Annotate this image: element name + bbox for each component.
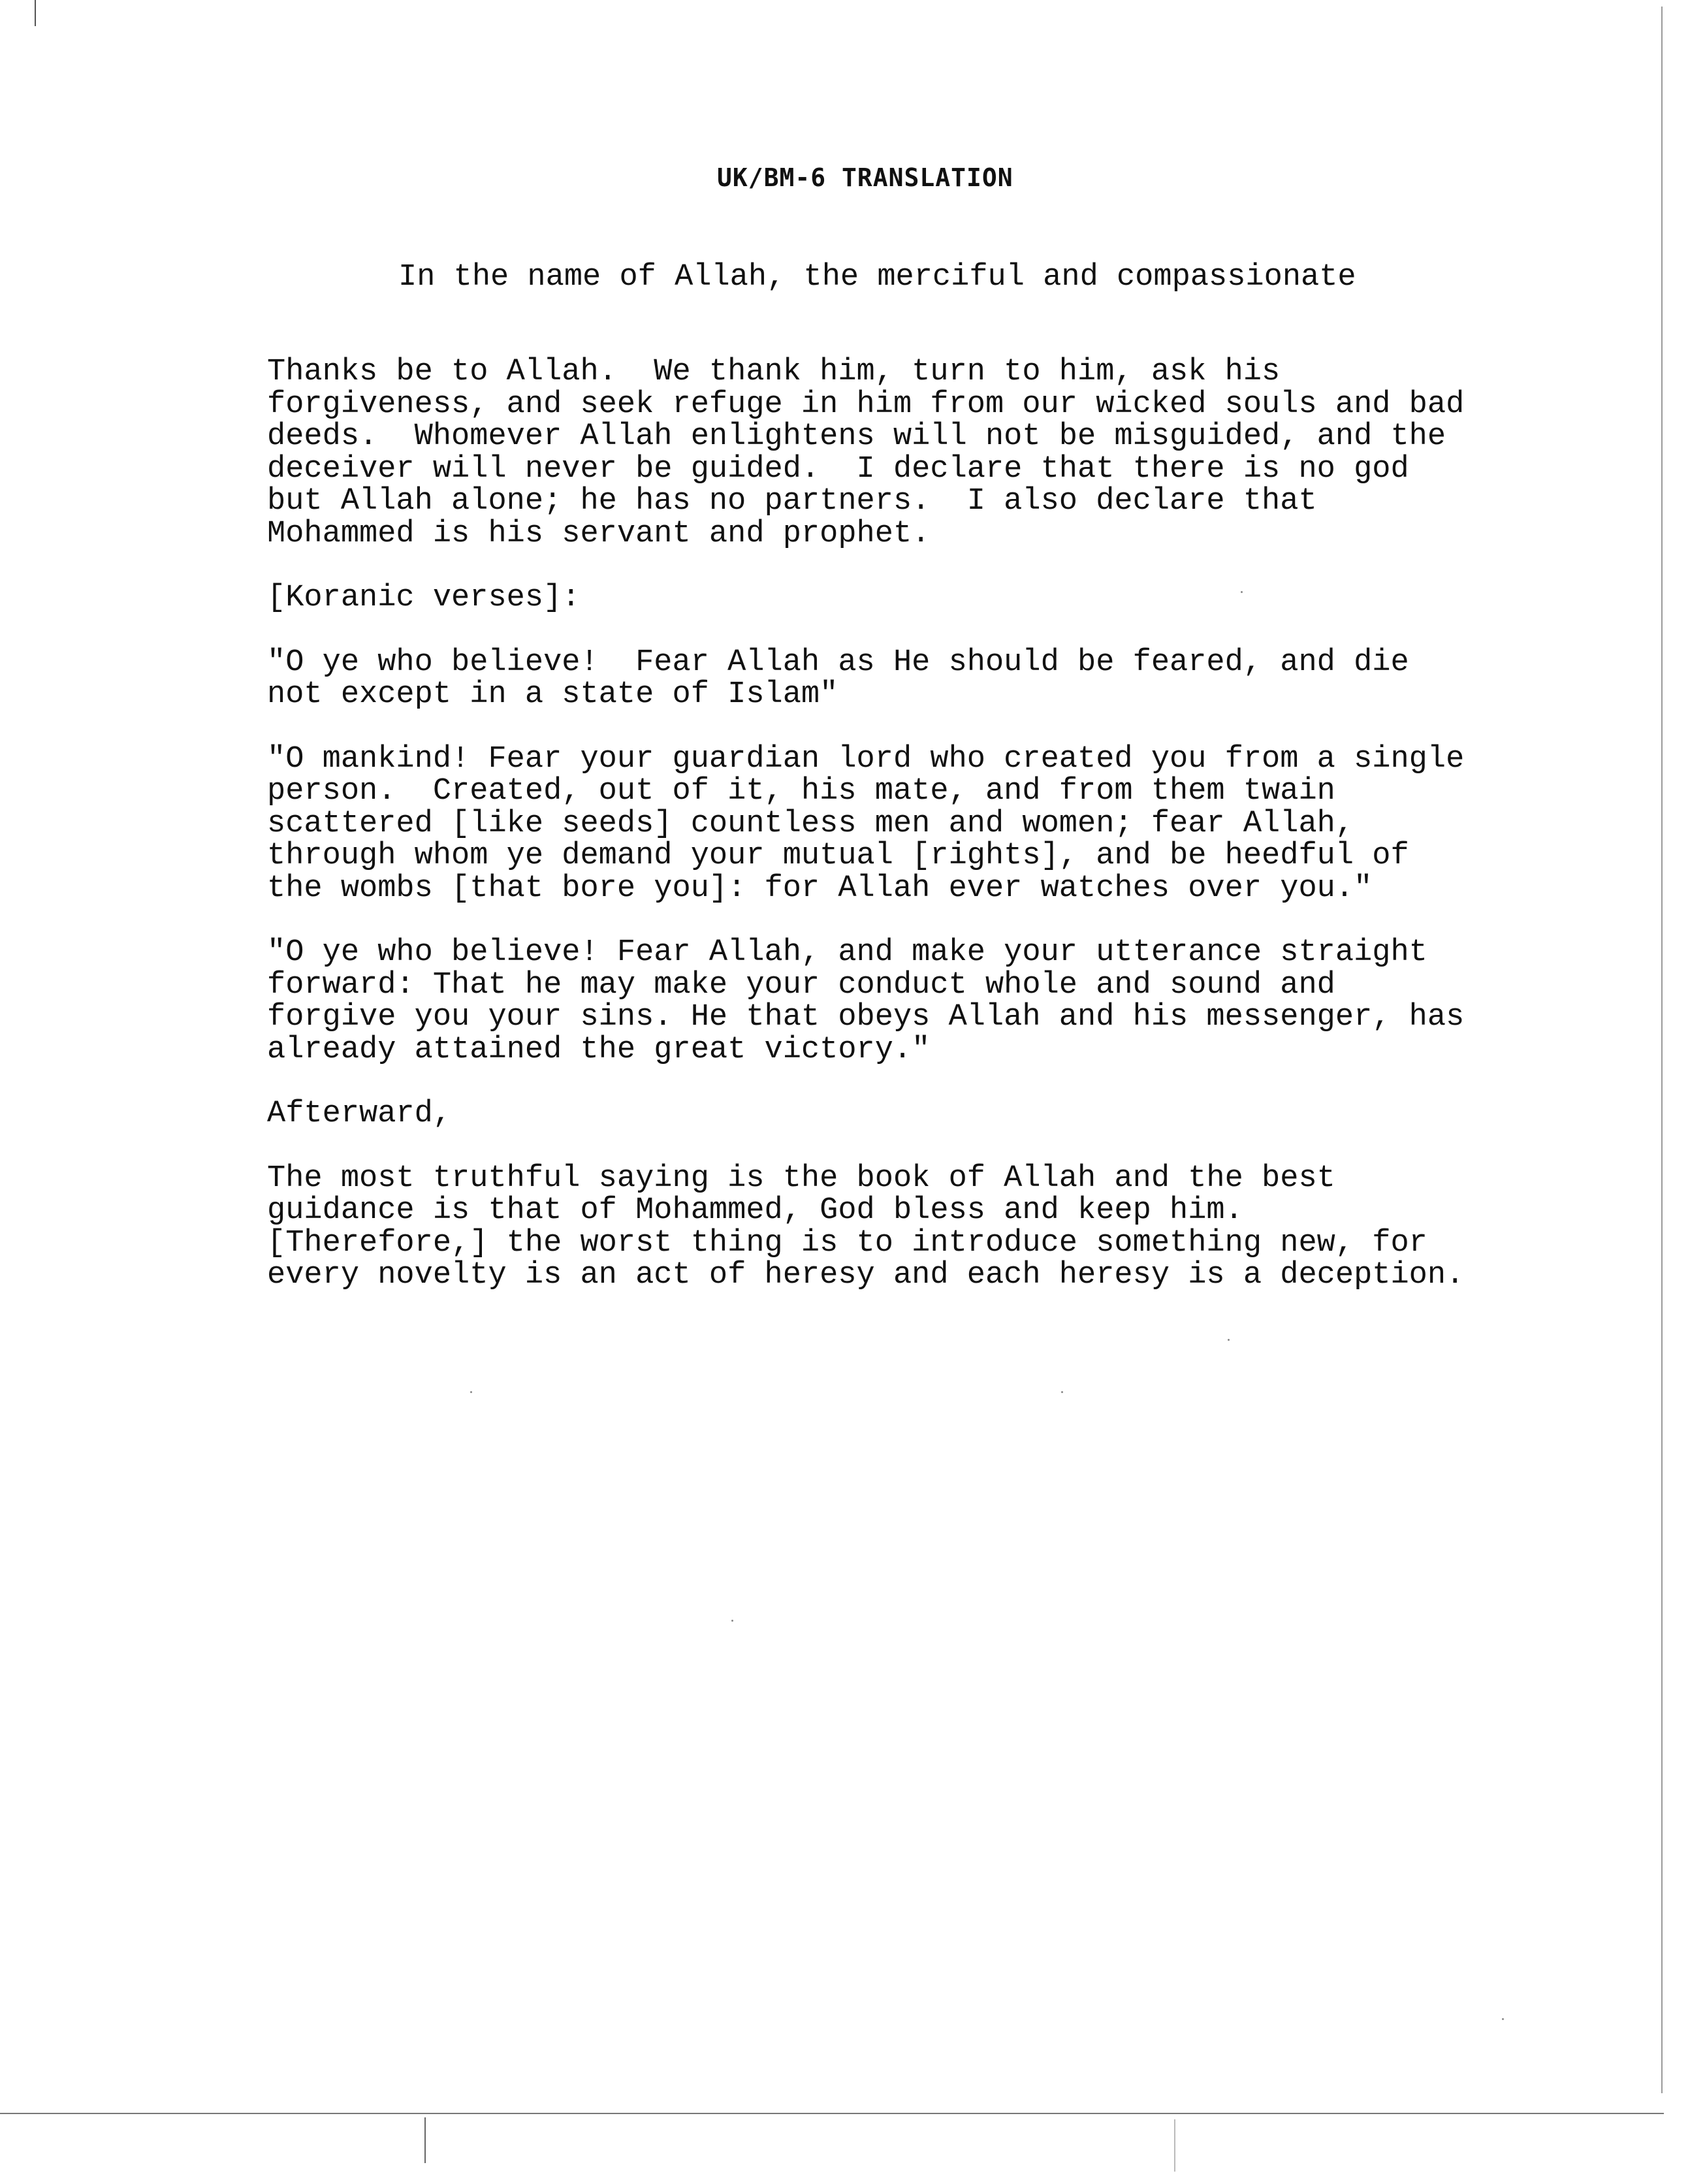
scan-speck — [1502, 2018, 1504, 2020]
scan-artifact-bottom-tick — [424, 2117, 426, 2163]
scan-speck — [470, 1391, 472, 1393]
document-body — [267, 356, 1573, 1324]
paragraph-verse-1: "O ye who believe! Fear Allah as He should be feared, and die not except in a state of Islam" — [267, 645, 1409, 712]
scan-speck — [1061, 1391, 1063, 1393]
invocation-line: In the name of Allah, the merciful and compassionate — [398, 260, 1356, 295]
paragraph-afterward: Afterward, — [267, 1097, 452, 1131]
paragraph-koranic-heading: [Koranic verses]: — [267, 581, 581, 615]
scan-artifact-bottom-tick — [1174, 2119, 1175, 2172]
paragraph-verse-2: "O mankind! Fear your guardian lord who created you from a single person. Created, out of it, his mate, and from them twain scattered [like seeds] countless men and women; fear Allah, through whom ye demand your mutual [rights], and be heedful of the wombs [that bore you]: for Allah ever watches over you." — [267, 741, 1465, 906]
scan-artifact-right-edge — [1661, 7, 1663, 2093]
scan-speck — [1228, 1339, 1230, 1341]
document-title: UK/BM-6 TRANSLATION — [717, 163, 1013, 192]
scan-artifact-bottom-edge — [0, 2113, 1664, 2114]
scan-speck — [731, 1620, 733, 1622]
paragraph-opening: Thanks be to Allah. We thank him, turn to him, ask his forgiveness, and seek refuge in him from our wicked souls and bad deeds. Whomever Allah enlightens will not be misguided, and the deceiver will never be guided. I declare that there is no god but Allah alone; he has no partners. I also declare that Mohammed is his servant and prophet. — [267, 355, 1465, 551]
scan-artifact-left-tick — [35, 0, 36, 26]
paragraph-closing: The most truthful saying is the book of Allah and the best guidance is that of Mohammed, God bless and keep him. [Therefore,] the worst thing is to introduce something new, for every novelty is an act of heresy and each heresy is a deception. — [267, 1161, 1465, 1293]
paragraph-verse-3: "O ye who believe! Fear Allah, and make your utterance straight forward: That he may make your conduct whole and sound and forgive you your sins. He that obeys Allah and his messenger, has already attained the great victory." — [267, 935, 1465, 1067]
